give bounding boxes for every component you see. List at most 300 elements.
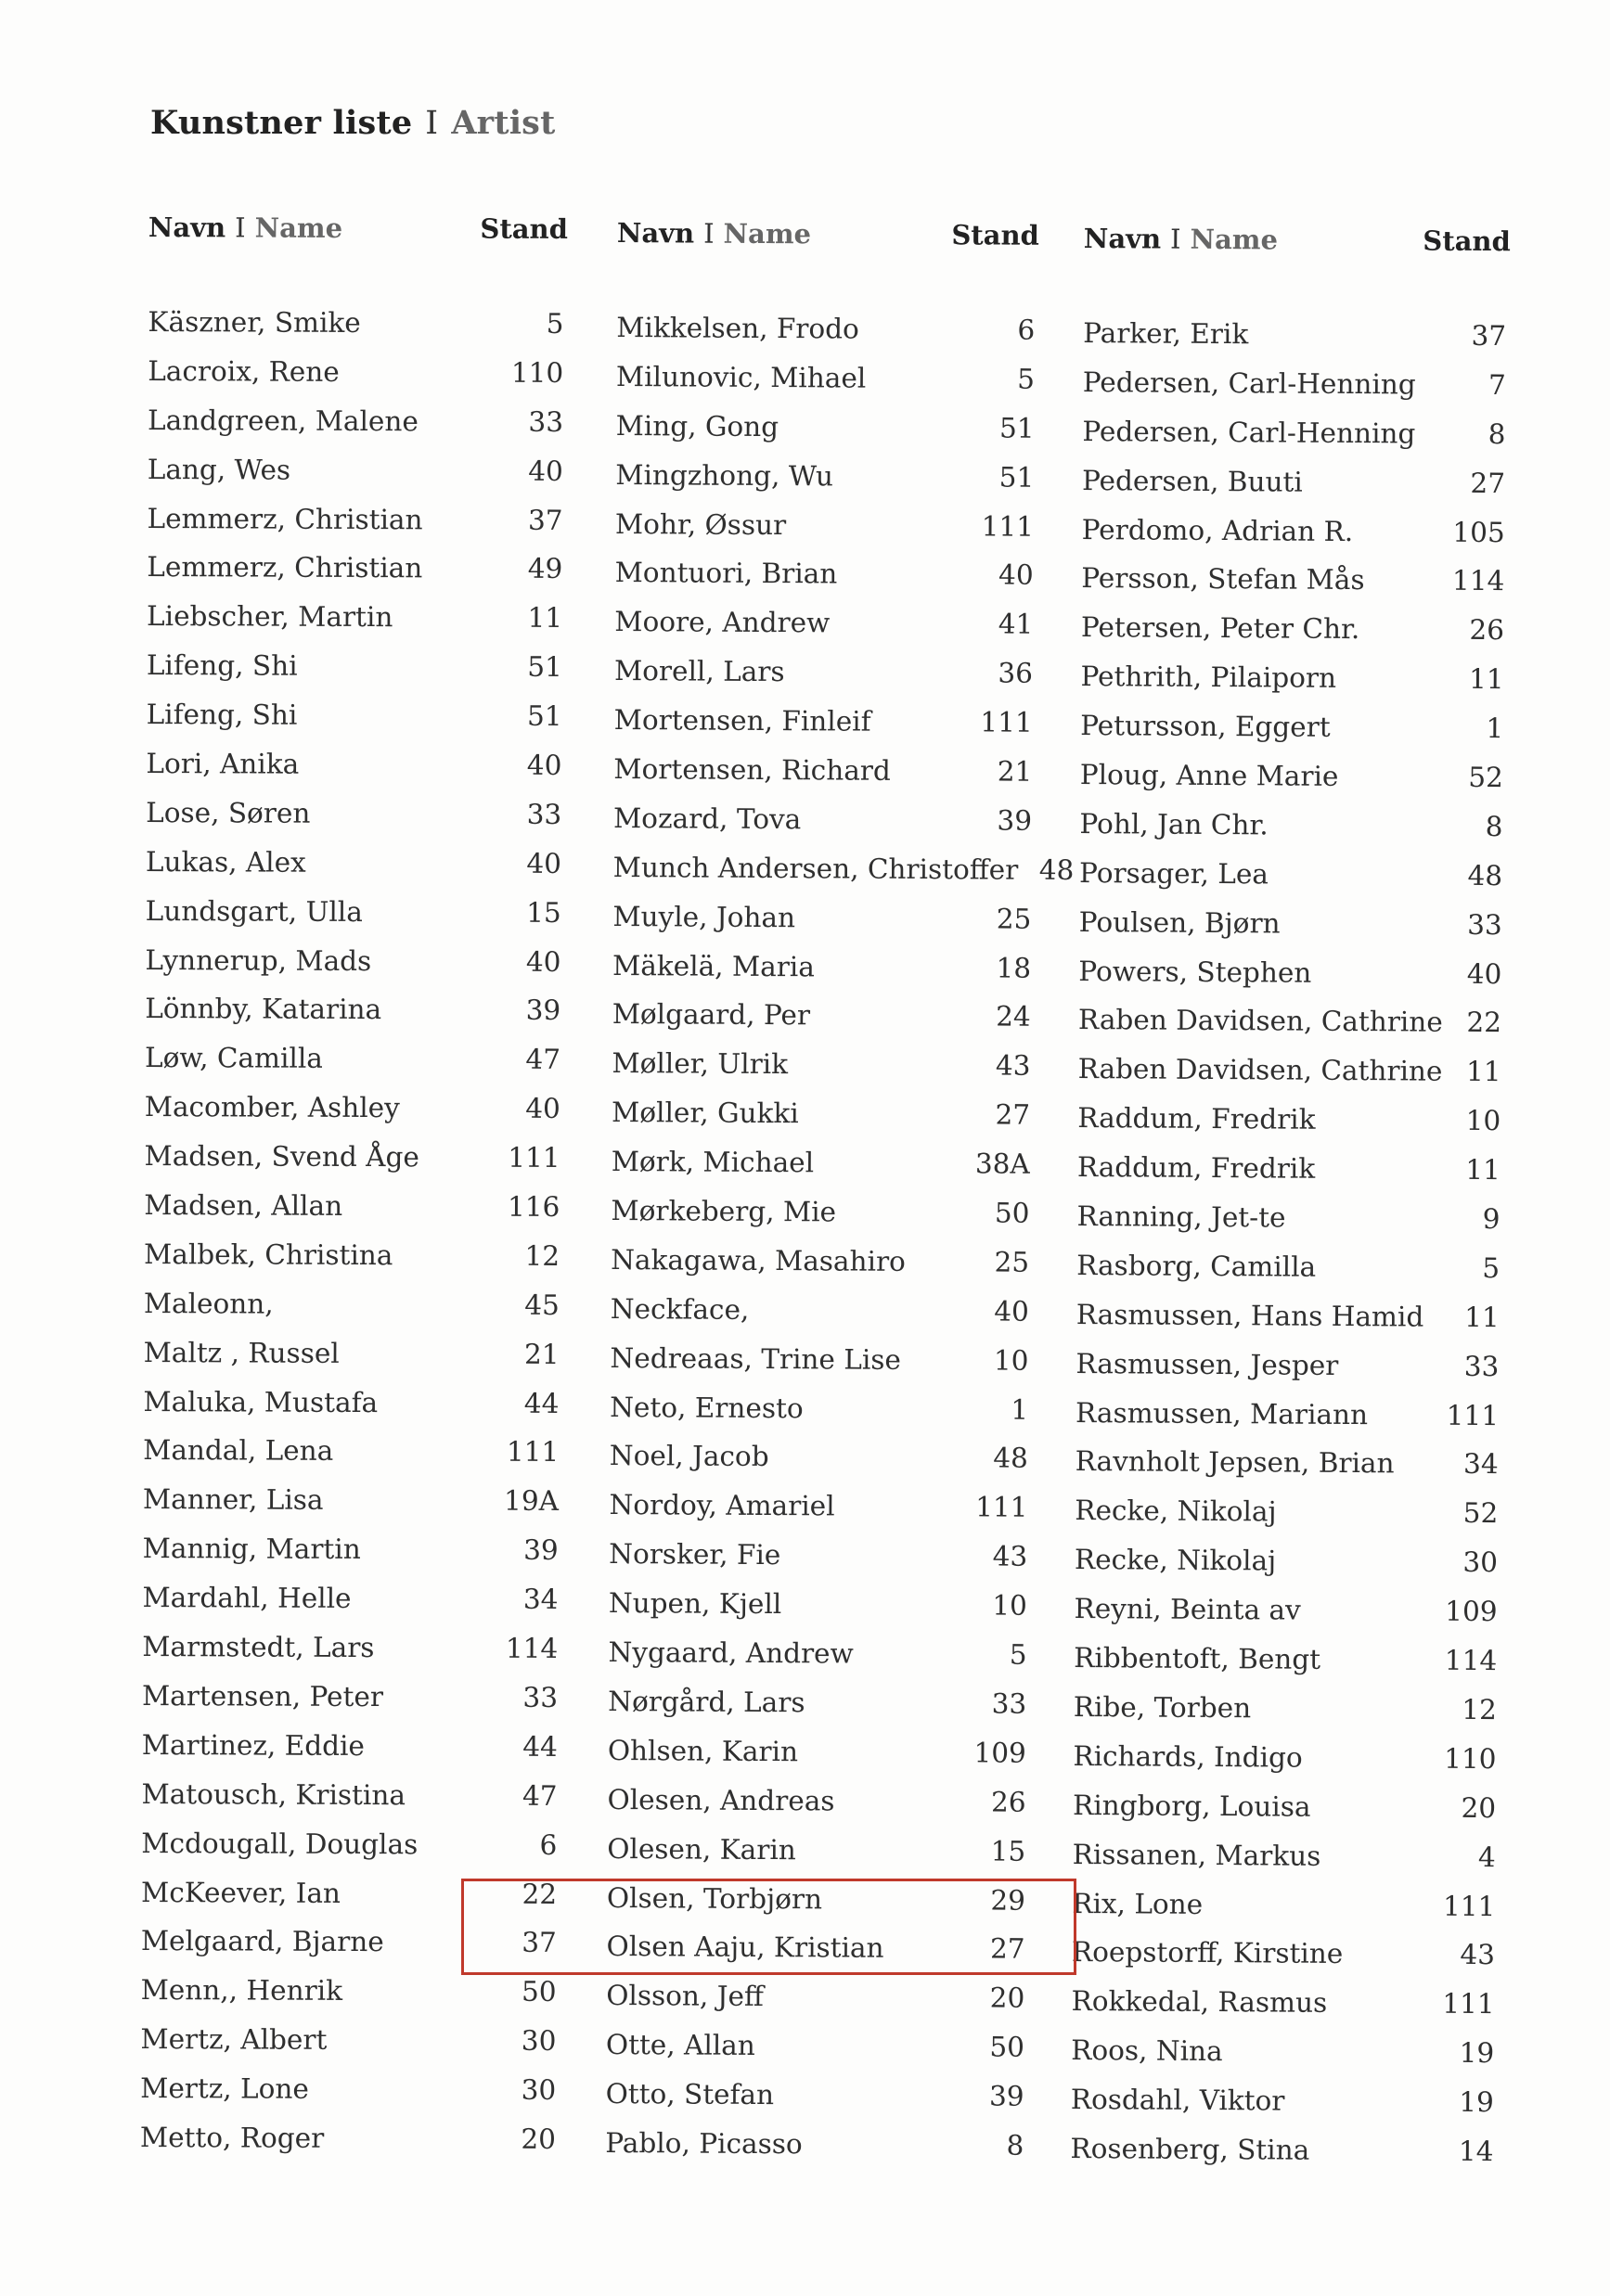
artist-row (605, 2078, 1027, 2130)
artist-row (611, 1195, 1033, 1247)
artist-name: Møller, Gukki (611, 1097, 799, 1130)
stand-number: 29 (990, 1883, 1026, 1917)
stand-number: 45 (524, 1289, 560, 1321)
artist-name: Roos, Nina (1071, 2034, 1223, 2068)
name-header (617, 217, 811, 250)
stand-number: 6 (1017, 314, 1036, 346)
title-main: Kunstner liste (150, 104, 413, 142)
artist-row (143, 1337, 562, 1388)
column-header (617, 217, 1039, 270)
artist-name: Rasmussen, Hans Hamid (1075, 1298, 1424, 1333)
artist-row (143, 1533, 562, 1584)
artist-row (612, 950, 1035, 1002)
artist-name: Pedersen, Carl-Henning (1082, 366, 1416, 401)
stand-number: 50 (994, 1197, 1030, 1229)
artist-row (143, 1386, 562, 1437)
artist-row (616, 312, 1038, 364)
artist-row (1074, 1691, 1501, 1743)
artist-name: Mardahl, Helle (142, 1582, 352, 1615)
page-title (150, 104, 555, 142)
artist-row (145, 1042, 564, 1093)
artist-name: Ohlsen, Karin (607, 1734, 799, 1768)
artist-row (608, 1735, 1030, 1787)
stand-number: 33 (1467, 908, 1502, 941)
artist-row (615, 459, 1037, 511)
stand-number: 6 (539, 1828, 558, 1861)
artist-row (148, 404, 567, 455)
stand-number: 116 (507, 1190, 560, 1223)
artist-name: Ploug, Anne Marie (1079, 759, 1339, 792)
artist-row (1073, 1789, 1500, 1841)
artist-name: Lori, Anika (146, 748, 300, 780)
artist-row (146, 846, 565, 897)
stand-number: 1 (1011, 1393, 1029, 1426)
stand-number: 110 (510, 356, 564, 389)
artist-row (610, 1440, 1032, 1492)
stand-number: 111 (1446, 1399, 1500, 1431)
artist-name: Pedersen, Carl-Henning (1082, 415, 1416, 450)
stand-number: 5 (1009, 1638, 1027, 1671)
artist-row (608, 1686, 1030, 1738)
artist-name: Porsager, Lea (1078, 856, 1269, 891)
artist-row (1070, 2133, 1497, 2185)
artist-row (610, 1392, 1032, 1443)
stand-number: 14 (1458, 2135, 1494, 2168)
stand-number: 11 (1468, 663, 1504, 696)
artist-name: Madsen, Svend Åge (144, 1140, 419, 1174)
artist-row (1075, 1348, 1502, 1400)
artist-row (1080, 759, 1507, 811)
stand-number: 19A (504, 1485, 560, 1518)
stand-number: 43 (995, 1049, 1031, 1083)
stand-number: 40 (525, 945, 561, 978)
artist-row (146, 797, 565, 848)
artist-row (142, 1680, 561, 1731)
stand-number: 39 (988, 2080, 1024, 2112)
artist-row (144, 1140, 563, 1191)
artist-name: Otte, Allan (605, 2029, 755, 2062)
stand-number: 8 (1006, 2129, 1024, 2161)
stand-number: 20 (1461, 1791, 1497, 1824)
artist-name: Mikkelsen, Frodo (616, 311, 859, 345)
artist-name: Pablo, Picasso (605, 2126, 803, 2161)
stand-number: 7 (1488, 368, 1506, 402)
stand-number: 30 (521, 2073, 557, 2106)
artist-name: Olsen, Torbjørn (606, 1881, 823, 1915)
artist-name: Lose, Søren (146, 796, 311, 829)
stand-number: 49 (527, 553, 563, 585)
artist-name: Maleonn, (143, 1287, 274, 1320)
stand-number: 34 (1463, 1448, 1499, 1481)
stand-number: 27 (995, 1098, 1031, 1131)
stand-number: 15 (990, 1835, 1026, 1867)
stand-number: 5 (1482, 1251, 1501, 1285)
artist-name: Rasmussen, Jesper (1075, 1347, 1339, 1381)
stand-number: 40 (526, 749, 562, 781)
artist-name: Milunovic, Mihael (615, 360, 867, 394)
artist-row (1076, 1250, 1503, 1302)
header-navn: Navn (616, 217, 695, 250)
artist-row (607, 1784, 1029, 1836)
artist-name: Reyni, Beinta av (1074, 1593, 1301, 1626)
artist-name: Poulsen, Bjørn (1078, 905, 1281, 940)
artist-name: Liebscher, Martin (147, 600, 393, 634)
artist-row (606, 1980, 1028, 2032)
artist-row (1071, 2084, 1498, 2136)
artist-name: Pethrith, Pilaiporn (1080, 661, 1337, 695)
artist-row (612, 998, 1035, 1050)
artist-name: Lukas, Alex (145, 845, 306, 879)
artist-name: Malbek, Christina (144, 1238, 393, 1272)
stand-number: 36 (998, 657, 1034, 689)
stand-number: 10 (1465, 1105, 1501, 1137)
artist-row (140, 1974, 560, 2025)
artist-row (609, 1587, 1031, 1639)
artist-name: Rasborg, Camilla (1076, 1249, 1317, 1283)
artist-column-3 (1070, 223, 1511, 2185)
stand-number: 20 (521, 2123, 557, 2155)
artist-name: Mortensen, Richard (613, 753, 891, 787)
artist-row (146, 699, 565, 750)
artist-row (1077, 1151, 1504, 1203)
artist-name: Ravnholt Jepsen, Brian (1075, 1445, 1395, 1480)
artist-name: Mandal, Lena (143, 1434, 334, 1468)
artist-row (145, 944, 564, 995)
artist-name: Macomber, Ashley (144, 1091, 400, 1124)
artist-name: Mannig, Martin (142, 1533, 361, 1566)
artist-name: Lifeng, Shi (146, 649, 298, 682)
stand-number: 48 (1467, 859, 1503, 891)
stand-number: 50 (522, 1976, 557, 2008)
stand-number: 27 (1470, 467, 1506, 499)
stand-number: 37 (1471, 319, 1507, 353)
stand-number: 110 (1444, 1742, 1497, 1775)
artist-row (612, 851, 1075, 904)
stand-number: 51 (998, 461, 1035, 494)
artist-name: Mertz, Albert (140, 2023, 328, 2057)
artist-row (611, 1293, 1033, 1345)
artist-row (605, 2127, 1027, 2179)
artist-row (612, 1146, 1034, 1198)
artist-row (1072, 1936, 1499, 1988)
stand-number: 4 (1477, 1841, 1496, 1873)
artist-name: Menn,, Henrik (140, 1974, 343, 2007)
artist-row (1079, 857, 1506, 909)
stand-number: 18 (996, 952, 1032, 984)
stand-number: 52 (1462, 1497, 1499, 1530)
artist-row (145, 993, 564, 1044)
stand-number: 40 (998, 558, 1034, 592)
artist-name: Lemmerz, Christian (147, 502, 423, 535)
artist-name: Lynnerup, Mads (145, 943, 372, 977)
stand-header: Stand (480, 212, 568, 245)
artist-row (615, 508, 1037, 560)
artist-row (148, 454, 567, 505)
artist-name: Møller, Ulrik (612, 1047, 789, 1081)
artist-row (1078, 956, 1505, 1007)
artist-row (614, 606, 1037, 658)
stand-number: 37 (522, 1927, 557, 1959)
artist-row (143, 1434, 562, 1485)
artist-name: Manner, Lisa (142, 1483, 324, 1517)
artist-row (1083, 317, 1510, 369)
artist-row (1077, 1102, 1504, 1154)
stand-number: 41 (998, 608, 1034, 641)
artist-name: Ribbentoft, Bengt (1074, 1642, 1321, 1675)
stand-number: 33 (528, 405, 564, 438)
artist-row (609, 1538, 1031, 1590)
artist-row (614, 557, 1037, 609)
stand-number: 114 (1444, 1644, 1498, 1677)
artist-name: Mørkeberg, Mie (611, 1195, 837, 1228)
stand-number: 39 (997, 804, 1033, 837)
artist-name: Moore, Andrew (614, 606, 831, 639)
artist-name: Ribe, Torben (1073, 1690, 1252, 1725)
artist-row (1075, 1445, 1501, 1497)
artist-name: Lemmerz, Christian (147, 551, 423, 584)
stand-number: 33 (526, 798, 562, 830)
artist-name: McKeever, Ian (141, 1876, 341, 1909)
artist-row (1074, 1642, 1501, 1694)
artist-row (143, 1483, 562, 1534)
stand-number: 51 (527, 699, 562, 733)
artist-name: Martinez, Eddie (141, 1728, 366, 1762)
title-separator: I (425, 105, 439, 142)
artist-name: Petursson, Eggert (1080, 710, 1331, 743)
stand-number: 11 (527, 602, 563, 635)
artist-name: Lacroix, Rene (148, 354, 340, 388)
artist-name: Landgreen, Malene (147, 404, 419, 438)
stand-number: 109 (1445, 1595, 1498, 1628)
stand-number: 50 (989, 2031, 1025, 2063)
stand-number: 47 (525, 1044, 561, 1076)
stand-number: 48 (993, 1442, 1028, 1475)
artist-row (144, 1288, 563, 1339)
stand-number: 21 (524, 1338, 560, 1370)
stand-number: 11 (1465, 1154, 1501, 1186)
stand-number: 30 (521, 2024, 557, 2058)
stand-number: 43 (992, 1540, 1028, 1572)
stand-number: 22 (522, 1878, 558, 1910)
artist-row (1072, 1839, 1499, 1891)
artist-name: Raben Davidsen, Cathrine (1077, 1004, 1443, 1039)
artist-row (1082, 465, 1509, 517)
stand-number: 12 (1462, 1693, 1497, 1726)
stand-number: 25 (996, 903, 1032, 935)
stand-number: 22 (1466, 1007, 1502, 1039)
stand-number: 10 (992, 1589, 1027, 1622)
artist-name: Martensen, Peter (141, 1679, 384, 1713)
artist-row (147, 649, 566, 700)
stand-number: 34 (522, 1583, 559, 1616)
artist-name: Neto, Ernesto (610, 1391, 804, 1424)
artist-row (1080, 710, 1507, 762)
artist-name: Marmstedt, Lars (142, 1631, 375, 1664)
artist-name: Morell, Lars (613, 655, 785, 688)
column-header (148, 212, 568, 263)
artist-row (606, 2029, 1028, 2081)
stand-number: 12 (524, 1239, 560, 1272)
stand-number: 33 (522, 1681, 559, 1713)
artist-row (610, 1342, 1032, 1394)
artist-row (607, 1833, 1029, 1885)
artist-row (140, 2122, 560, 2173)
artist-name: Pohl, Jan Chr. (1079, 807, 1269, 841)
artist-name: Persson, Stefan Mås (1081, 562, 1365, 596)
name-header (1084, 223, 1278, 255)
artist-row (147, 503, 566, 554)
artist-row (612, 1047, 1034, 1099)
stand-number: 40 (526, 847, 562, 879)
stand-number: 109 (973, 1737, 1026, 1769)
artist-row (142, 1582, 561, 1633)
artist-name: Maluka, Mustafa (143, 1385, 379, 1418)
artist-row (1080, 661, 1507, 712)
artist-name: Petersen, Peter Chr. (1080, 611, 1360, 646)
artist-name: Muyle, Johan (612, 900, 796, 933)
artist-row (1071, 1985, 1498, 2037)
artist-row (1075, 1494, 1501, 1546)
artist-row (141, 1828, 560, 1879)
artist-row (1078, 1004, 1505, 1056)
artist-row (608, 1636, 1030, 1688)
stand-number: 11 (1465, 1056, 1501, 1088)
artist-name: Otto, Stefan (605, 2078, 775, 2111)
artist-row (147, 551, 566, 602)
artist-row (1076, 1299, 1503, 1351)
artist-row (1081, 562, 1508, 614)
artist-row (140, 2023, 560, 2074)
stand-number: 38A (974, 1148, 1030, 1180)
stand-number: 43 (1460, 1939, 1496, 1971)
artist-row (1075, 1544, 1501, 1596)
header-separator: I (235, 212, 246, 244)
artist-name: Lang, Wes (147, 453, 291, 486)
artist-name: Rosdahl, Viktor (1070, 2084, 1285, 2117)
stand-number: 40 (994, 1295, 1029, 1328)
artist-name: Noel, Jacob (609, 1440, 769, 1473)
stand-number: 26 (1469, 614, 1505, 647)
artist-name: Nakagawa, Masahiro (611, 1243, 906, 1277)
artist-row (609, 1489, 1031, 1541)
artist-row (148, 355, 567, 406)
artist-name: Løw, Camilla (144, 1042, 323, 1075)
artist-name: Powers, Stephen (1078, 955, 1312, 989)
artist-row (146, 748, 565, 799)
artist-row (1072, 1887, 1499, 1939)
artist-row (1073, 1740, 1500, 1792)
artist-name: Nordoy, Amariel (609, 1489, 835, 1522)
stand-header: Stand (951, 219, 1039, 251)
artist-row (141, 1778, 560, 1829)
stand-number: 51 (998, 412, 1035, 444)
artist-name: Metto, Roger (139, 2121, 325, 2154)
stand-number: 40 (525, 1093, 560, 1125)
artist-name: Norsker, Fie (609, 1538, 781, 1571)
header-navn: Navn (1083, 223, 1162, 255)
artist-name: Mortensen, Finleif (613, 704, 871, 738)
artist-name: Mozard, Tova (612, 802, 802, 836)
artist-list (1070, 317, 1510, 2185)
artist-row (1081, 514, 1508, 566)
stand-number: 5 (1017, 363, 1036, 395)
stand-header: Stand (1423, 224, 1511, 258)
artist-row (1075, 1397, 1502, 1449)
artist-name: Pedersen, Buuti (1081, 464, 1303, 498)
artist-row (1077, 1053, 1504, 1105)
stand-number: 9 (1482, 1203, 1501, 1236)
title-secondary: Artist (451, 104, 556, 142)
artist-row (146, 895, 565, 946)
stand-number: 51 (527, 651, 562, 684)
stand-number: 33 (991, 1687, 1027, 1720)
artist-name: Nedreaas, Trine Lise (610, 1341, 902, 1376)
artist-row (613, 802, 1036, 854)
artist-name: Mørk, Michael (611, 1146, 815, 1179)
artist-name: Rissanen, Markus (1072, 1838, 1321, 1872)
artist-row (612, 1097, 1034, 1148)
stand-number: 24 (996, 1000, 1031, 1033)
artist-row (1074, 1593, 1501, 1645)
artist-name: Munch Andersen, Christoffer (612, 851, 1019, 886)
artist-name: Mingzhong, Wu (615, 458, 833, 493)
stand-number: 37 (527, 504, 563, 536)
artist-name: Recke, Nikolaj (1075, 1494, 1277, 1528)
artist-name: Nupen, Kjell (608, 1587, 782, 1621)
artist-row (614, 655, 1037, 707)
stand-number: 111 (975, 1491, 1028, 1524)
stand-number: 47 (522, 1779, 558, 1812)
artist-name: Rix, Lone (1072, 1887, 1204, 1920)
artist-row (1071, 2034, 1498, 2086)
artist-name: Perdomo, Adrian R. (1081, 513, 1354, 547)
artist-row (140, 2072, 560, 2123)
stand-number: 114 (1451, 565, 1505, 597)
stand-number: 20 (989, 1982, 1025, 2015)
artist-name: Lifeng, Shi (146, 699, 298, 731)
stand-number: 30 (1462, 1546, 1499, 1579)
stand-number: 10 (993, 1344, 1029, 1377)
stand-number: 8 (1488, 417, 1506, 450)
artist-name: Rosenberg, Stina (1070, 2132, 1310, 2166)
artist-row (1081, 611, 1508, 663)
stand-number: 26 (990, 1786, 1026, 1818)
artist-row (145, 1091, 564, 1142)
stand-number: 33 (1463, 1350, 1500, 1382)
stand-number: 111 (1442, 1988, 1495, 2020)
artist-name: Roepstorff, Kirstine (1071, 1936, 1344, 1970)
stand-number: 105 (1452, 516, 1505, 548)
artist-row (612, 901, 1035, 953)
stand-number: 19 (1459, 2037, 1495, 2070)
artist-name: Mcdougall, Douglas (141, 1827, 419, 1860)
stand-number: 44 (522, 1730, 558, 1763)
artist-name: Ming, Gong (615, 409, 779, 443)
name-header (148, 212, 342, 244)
artist-name: Mertz, Lone (140, 2072, 309, 2105)
artist-name: Ranning, Jet-te (1076, 1200, 1286, 1234)
artist-name: Lundsgart, Ulla (145, 894, 363, 928)
header-name: Name (723, 217, 812, 250)
artist-row (613, 704, 1036, 756)
artist-row (147, 600, 566, 651)
artist-row (1079, 808, 1506, 860)
stand-number: 27 (989, 1932, 1025, 1966)
artist-row (1078, 906, 1505, 958)
artist-name: Olesen, Andreas (607, 1783, 835, 1817)
artist-name: Olesen, Karin (607, 1832, 796, 1866)
artist-name: Käszner, Smike (148, 305, 361, 339)
